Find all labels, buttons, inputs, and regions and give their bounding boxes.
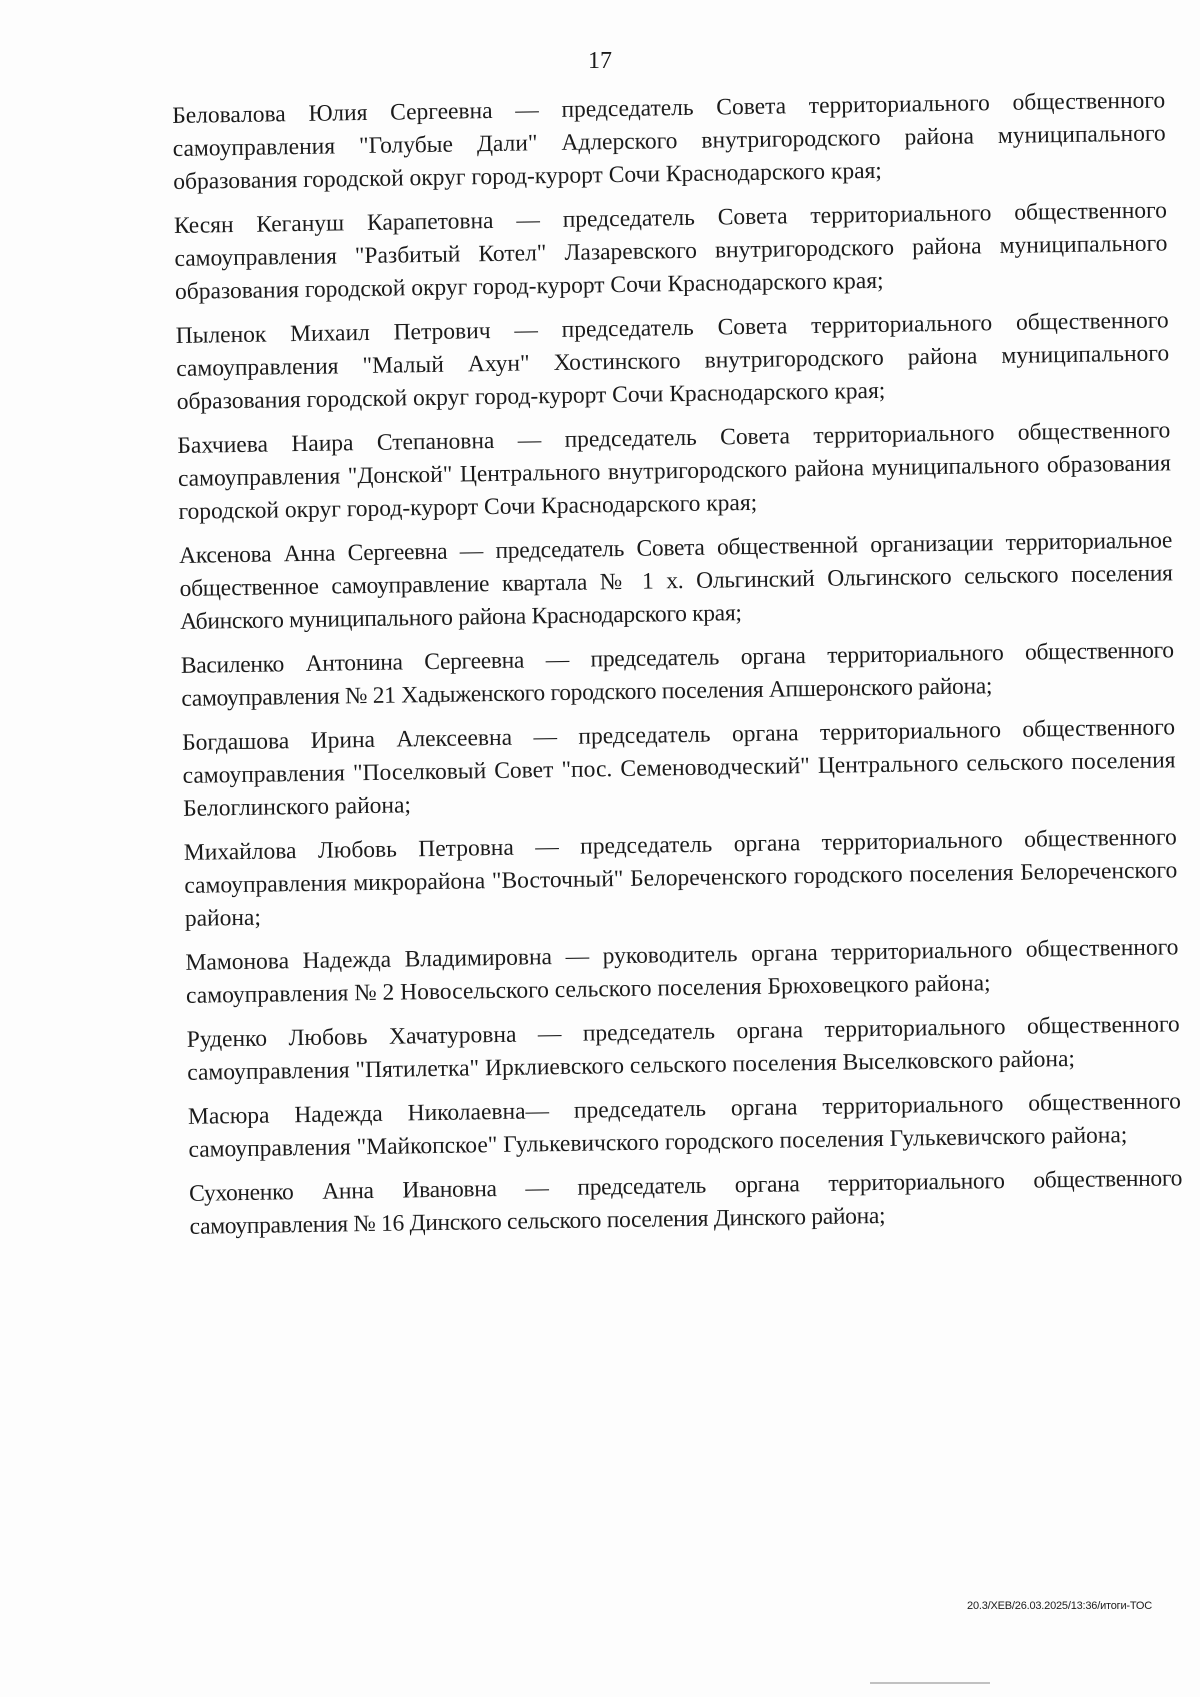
scan-artifact xyxy=(870,1682,990,1684)
list-item: Богдашова Ирина Алексеевна — председатель органа территориального общественного самоуправления "Поселковый Совет "пос. Семеноводческий" Центрального сельского поселения Белоглинского района; xyxy=(181,714,1176,822)
list-item: Масюра Надежда Николаевна— председатель органа территориального общественного самоуправления "Майкопское" Гулькевичского городского поселения Гулькевичского района; xyxy=(187,1088,1182,1163)
page-number: 17 xyxy=(588,48,612,74)
list-item: Бахчиева Наира Степановна — председатель Совета территориального общественного самоуправления "Донской" Центрального внутригородского района муниципального образования городской округ город-курорт Сочи Краснодарского края; xyxy=(177,417,1172,525)
list-item: Аксенова Анна Сергеевна — председатель Совета общественной организации территориальное общественное самоуправление квартала № 1 х. Ольгинский Ольгинского сельского поселения Абинского муниципального района Краснодарского края; xyxy=(178,527,1173,635)
list-item: Кесян Кегануш Карапетовна — председатель Совета территориального общественного самоуправления "Разбитый Котел" Лазаревского внутригородского района муниципального образования городской округ город-курорт Сочи Краснодарского края; xyxy=(173,197,1168,305)
list-item: Василенко Антонина Сергеевна — председатель органа территориального общественного самоуправления № 21 Хадыженского городского поселения Апшеронского района; xyxy=(180,637,1174,712)
entries-list xyxy=(172,84,1183,1254)
list-item: Михайлова Любовь Петровна — председатель органа территориального общественного самоуправления микрорайона "Восточный" Белореченского городского поселения Белореченского района; xyxy=(183,824,1178,932)
document-footer-code: 20.3/ХЕВ/26.03.2025/13:36/итоги-ТОС xyxy=(967,1600,1152,1612)
list-item: Сухоненко Анна Ивановна — председатель органа территориального общественного самоуправления № 16 Динского сельского поселения Динского района; xyxy=(188,1165,1183,1240)
list-item: Руденко Любовь Хачатуровна — председатель органа территориального общественного самоуправления "Пятилетка" Ирклиевского сельского поселения Выселковского района; xyxy=(186,1011,1180,1086)
list-item: Мамонова Надежда Владимировна — руководитель органа территориального общественного самоуправления № 2 Новосельского сельского поселения Брюховецкого района; xyxy=(185,934,1179,1009)
list-item: Беловалова Юлия Сергеевна — председатель Совета территориального общественного самоуправления "Голубые Дали" Адлерского внутригородского района муниципального образования городской округ город-курорт Сочи Краснодарского края; xyxy=(172,87,1166,195)
list-item: Пыленок Михаил Петрович — председатель Совета территориального общественного самоуправления "Малый Ахун" Хостинского внутригородского района муниципального образования городской округ город-курорт Сочи Краснодарского края; xyxy=(175,307,1170,415)
